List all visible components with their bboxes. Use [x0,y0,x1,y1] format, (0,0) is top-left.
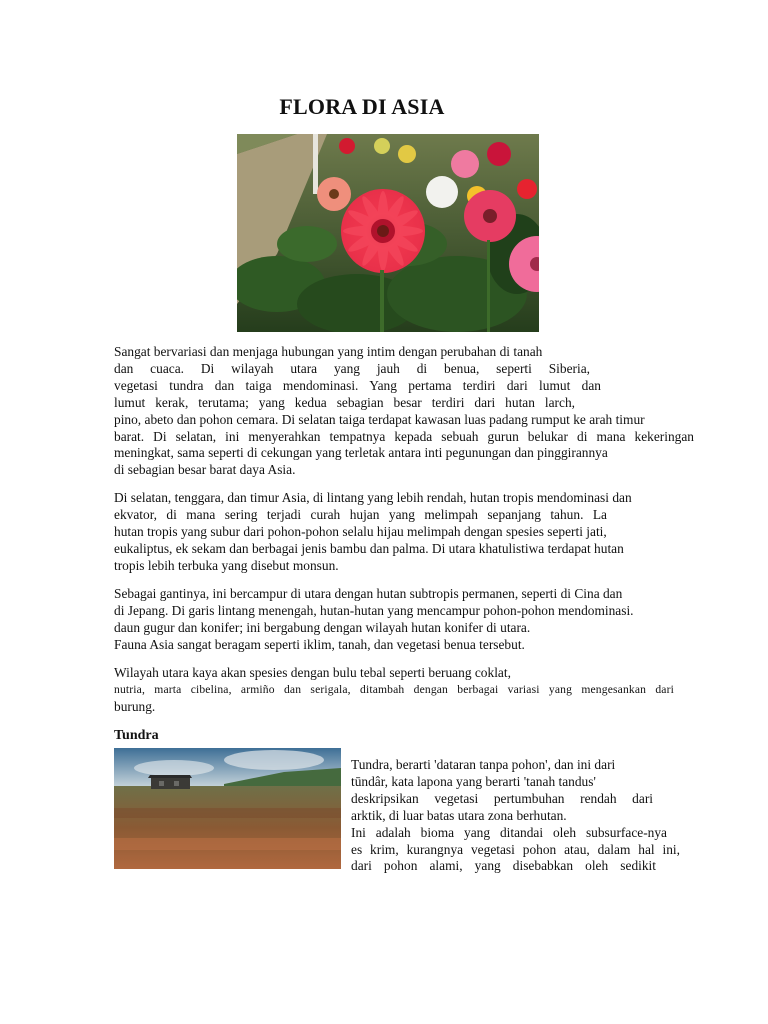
text-line: Sebagai gantinya, ini bercampur di utara dengan hutan subtropis permanen, seperti di Cina dan [114,586,623,601]
text-line: Sangat bervariasi dan menjaga hubungan yang intim dengan perubahan di tanah [114,344,543,359]
text-line: pino, abeto dan pohon cemara. Di selatan taiga terdapat kawasan luas padang rumput ke arah timur [114,411,645,427]
text-line: tūndâr, kata lapona yang berarti 'tanah tandus' [351,773,596,789]
text-line: Ini adalah bioma yang ditandai oleh subsurface-nya [351,824,667,840]
text-line: di sebagian besar barat daya Asia. [114,462,296,478]
text-line: ekvator, di mana sering terjadi curah hujan yang melimpah sepanjang tahun. La [114,506,607,522]
text-line: daun gugur dan konifer; ini bergabung dengan wilayah hutan konifer di utara. [114,619,531,635]
text-line: Fauna Asia sangat beragam seperti iklim, tanah, dan vegetasi benua tersebut. [114,636,525,652]
paragraph-tropical-forest [114,490,698,575]
text-line: lumut kerak, terutama; yang kedua sebagian besar terdiri dari hutan larch, [114,394,575,410]
text-line: Wilayah utara kaya akan spesies dengan bulu tebal seperti beruang coklat, [114,665,511,680]
text-line: dan cuaca. Di wilayah utara yang jauh di benua, seperti Siberia, [114,360,590,376]
text-line: Di selatan, tenggara, dan timur Asia, di lintang yang lebih rendah, hutan tropis mendominasi dan [114,490,632,505]
text-line: eukaliptus, ek sekam dan berbagai jenis bambu dan palma. Di utara khatulistiwa terdapat hutan [114,540,624,556]
tundra-description [351,757,681,875]
paragraph-fauna-north [114,665,698,716]
text-line: barat. Di selatan, ini menyerahkan tempatnya kepada sebuah gurun belukar di mana kekeringan [114,428,694,444]
text-line: arktik, di luar batas utara zona berhutan. [351,807,567,823]
text-line: dari pohon alami, yang disebabkan oleh sedikit [351,858,656,874]
flower-photo [237,134,539,332]
text-line: tropis lebih terbuka yang disebut monsun. [114,557,339,573]
text-line: Tundra, berarti 'dataran tanpa pohon', dan ini dari [351,757,616,772]
tundra-heading: Tundra [114,728,159,743]
paragraph-vegetation-north [114,344,698,479]
text-line: es krim, kurangnya vegetasi pohon atau, dalam hal ini, [351,841,680,857]
tundra-photo [114,748,341,869]
text-line: deskripsikan vegetasi pertumbuhan rendah dari [351,790,653,806]
text-line: hutan tropis yang subur dari pohon-pohon selalu hijau melimpah dengan spesies seperti jati, [114,523,607,539]
page-title: FLORA DI ASIA [279,94,445,119]
text-line: di Jepang. Di garis lintang menengah, hutan-hutan yang mencampur pohon-pohon mendominasi. [114,602,634,618]
text-line: burung. [114,698,156,714]
paragraph-subtropical-forest [114,586,698,654]
text-line: meningkat, sama seperti di cekungan yang terletak antara inti pegunungan dan pinggirannya [114,445,608,461]
text-line: vegetasi tundra dan taiga mendominasi. Yang pertama terdiri dari lumut dan [114,377,601,393]
text-line: nutria, marta cibelina, armiño dan serigala, ditambah dengan berbagai variasi yang mengesankan dari [114,682,674,696]
